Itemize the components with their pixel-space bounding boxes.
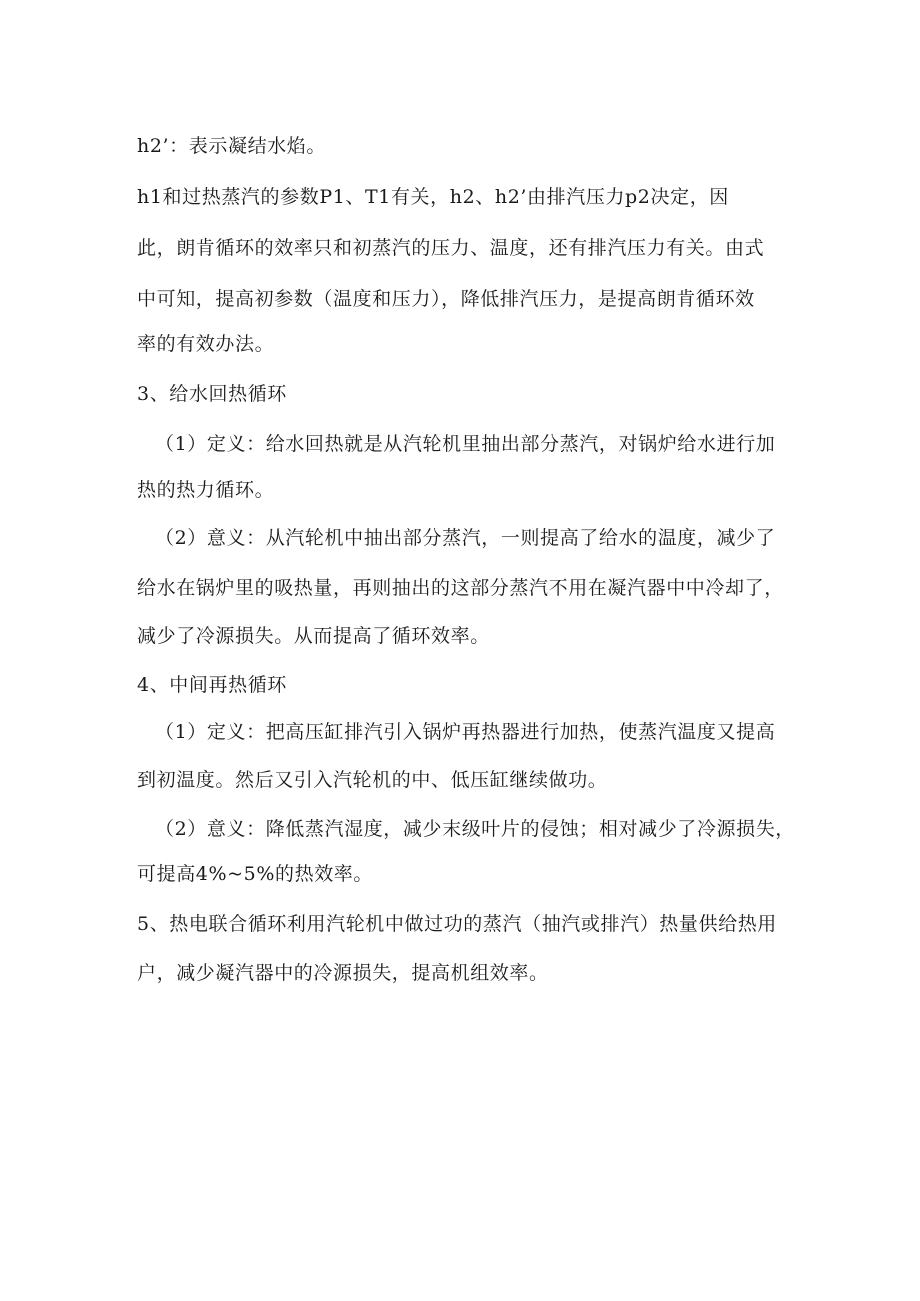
text-line-h1-parameters: h1和过热蒸汽的参数P1、T1有关，h2、h2’由排汽压力p2决定，因	[137, 186, 729, 208]
text-line-improve-parameters: 中可知，提高初参数（温度和压力），降低排汽压力，是提高朗肯循环效	[137, 288, 755, 310]
text-line-reheat-significance-cont: 可提高4%~5%的热效率。	[137, 863, 374, 885]
section-heading-regenerative-cycle: 3、给水回热循环	[137, 383, 287, 405]
text-line-reheat-definition-cont: 到初温度。然后又引入汽轮机的中、低压缸继续做功。	[137, 769, 608, 791]
text-line-regenerative-significance-end: 减少了冷源损失。从而提高了循环效率。	[137, 625, 490, 647]
text-line-regenerative-definition-cont: 热的热力循环。	[137, 479, 275, 501]
text-line-effective-method: 率的有效办法。	[137, 333, 275, 355]
text-line-cogeneration-cont: 户，减少凝汽器中的冷源损失，提高机组效率。	[137, 962, 549, 984]
text-line-efficiency-factors: 此，朗肯循环的效率只和初蒸汽的压力、温度，还有排汽压力有关。由式	[137, 237, 765, 259]
section-heading-reheat-cycle: 4、中间再热循环	[137, 674, 287, 696]
text-line-regenerative-significance: （2）意义：从汽轮机中抽出部分蒸汽，一则提高了给水的温度，减少了	[155, 527, 776, 549]
text-line-h2-definition: h2’：表示凝结水焰。	[137, 135, 326, 157]
text-line-regenerative-definition: （1）定义：给水回热就是从汽轮机里抽出部分蒸汽，对锅炉给水进行加	[155, 433, 776, 455]
text-line-reheat-significance: （2）意义：降低蒸汽湿度，减少末级叶片的侵蚀；相对减少了冷源损失，	[155, 818, 795, 840]
section-heading-cogeneration-cycle: 5、热电联合循环利用汽轮机中做过功的蒸汽（抽汽或排汽）热量供给热用	[137, 913, 777, 935]
text-line-regenerative-significance-cont: 给水在锅炉里的吸热量，再则抽出的这部分蒸汽不用在凝汽器中中冷却了，	[137, 577, 784, 599]
text-line-reheat-definition: （1）定义：把高压缸排汽引入锅炉再热器进行加热，使蒸汽温度又提高	[155, 721, 776, 743]
